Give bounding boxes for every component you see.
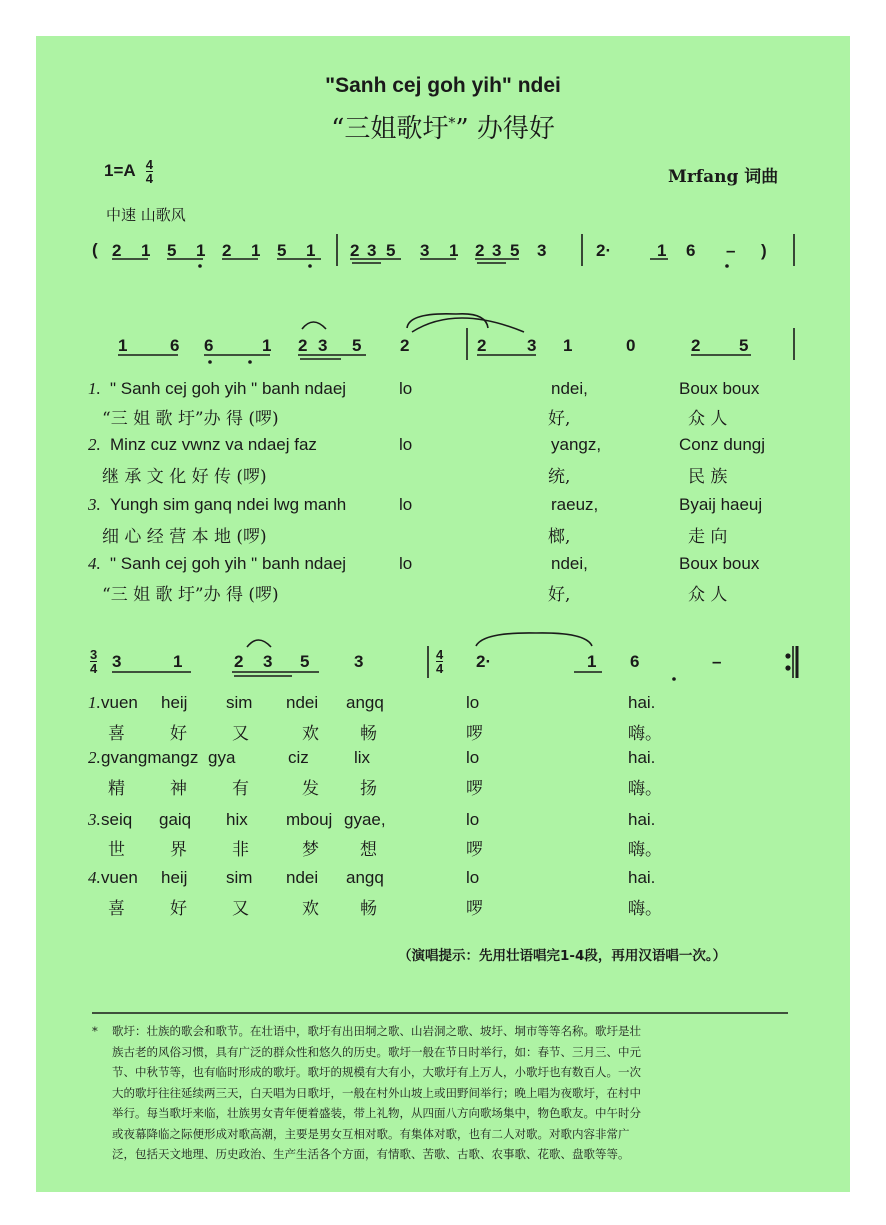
- intro-open-paren: (: [92, 240, 98, 259]
- composer-credit: Mrfang 词曲: [668, 167, 779, 187]
- lyric-latin: Byaij haeuj: [679, 495, 763, 514]
- intro-note: 2: [350, 241, 360, 260]
- octave-dot: [725, 264, 729, 268]
- octave-dot: [248, 360, 252, 364]
- notation-lines: [36, 36, 850, 1192]
- lyric-latin: lix: [354, 748, 371, 767]
- melody-note: 5: [352, 336, 362, 355]
- slur: [476, 633, 592, 646]
- melody-note: 2: [691, 336, 701, 355]
- lyric-chinese: 啰: [466, 779, 483, 799]
- lyric-chinese: 畅: [360, 724, 377, 744]
- footnote-line: 节、中秋节等，也有临时形成的歌圩。歌圩的规模有大有小，大歌圩有上万人，小歌圩也有数百人。一次: [112, 1065, 641, 1079]
- melody-note: 0: [626, 336, 636, 355]
- lyric-latin: hai.: [628, 810, 656, 829]
- lyric-chinese: 扬: [360, 779, 377, 799]
- lyric-chinese: 走 向: [688, 527, 728, 547]
- intro-note: 3: [367, 241, 377, 260]
- verse-number: 4.: [88, 868, 101, 887]
- lyric-chinese: 啰: [466, 840, 483, 860]
- octave-dot: [198, 264, 202, 268]
- ts44-den: 4: [436, 661, 444, 676]
- lyric-latin: Conz dungj: [679, 435, 766, 454]
- lyric-chinese: 众 人: [688, 409, 728, 429]
- melody-note: 3: [112, 652, 122, 671]
- lyric-latin: lo: [466, 868, 480, 887]
- intro-note: 3: [537, 241, 547, 260]
- lyric-latin: ndei,: [551, 554, 588, 573]
- lyric-latin: angq: [346, 868, 384, 887]
- lyric-latin: " Sanh cej goh yih " banh ndaej: [110, 379, 347, 398]
- melody-note: 5: [739, 336, 749, 355]
- tempo-marking: 中速 山歌风: [106, 206, 186, 224]
- lyric-chinese: 继 承 文 化 好 传 (啰): [102, 467, 267, 487]
- intro-note: 6: [686, 241, 696, 260]
- intro-note: 3: [492, 241, 502, 260]
- lyric-latin: hai.: [628, 748, 656, 767]
- intro-note: 1: [196, 241, 206, 260]
- melody-note: 1: [173, 652, 183, 671]
- lyric-latin: hai.: [628, 693, 656, 712]
- key-label: 1=A: [104, 160, 136, 180]
- melody-note: 3: [318, 336, 328, 355]
- melody-note: 6: [630, 652, 640, 671]
- lyric-latin: hai.: [628, 868, 656, 887]
- intro-note: 1: [251, 241, 261, 260]
- footnote-line: 泛，包括天文地理、历史政治、生产生活各个方面，有情歌、苦歌、古歌、农事歌、花歌、盘歌等等。: [112, 1147, 630, 1161]
- lyric-latin: hix: [226, 810, 248, 829]
- footnote-line: 歌圩：壮族的歌会和歌节。在壮语中，歌圩有出田垌之歌、山岩洞之歌、坡圩、垌市等等名称。歌圩是壮: [112, 1024, 641, 1038]
- lyric-latin: lo: [399, 554, 413, 573]
- lyric-latin: heij: [161, 868, 188, 887]
- lyric-chinese: 统,: [548, 467, 571, 487]
- intro-note: 1: [306, 241, 316, 260]
- lyric-chinese: 众 人: [688, 585, 728, 605]
- melody-note: 3: [354, 652, 364, 671]
- tie: [407, 314, 488, 328]
- lyric-latin: mbouj: [286, 810, 333, 829]
- ts34-den: 4: [90, 661, 98, 676]
- lyric-chinese: 嗨。: [628, 779, 662, 799]
- lyric-chinese: 榔,: [548, 527, 571, 547]
- lyric-latin: " Sanh cej goh yih " banh ndaej: [110, 554, 347, 573]
- intro-note: 5: [386, 241, 396, 260]
- melody-note: 3: [527, 336, 537, 355]
- time-num: 4: [145, 157, 153, 172]
- intro-note: 3: [420, 241, 430, 260]
- melody-note: 1: [262, 336, 272, 355]
- lyric-chinese: 喜: [108, 724, 125, 744]
- lyric-latin: ndei,: [551, 379, 588, 398]
- melody-note: 5: [300, 652, 310, 671]
- title-chinese-head: “三姐歌圩: [331, 114, 449, 144]
- verse-number: 2.: [88, 435, 101, 454]
- melody-note: 2: [234, 652, 244, 671]
- lyric-chinese: 好,: [548, 585, 571, 605]
- lyric-chinese: 畅: [360, 899, 377, 919]
- intro-note: –: [726, 241, 736, 260]
- footnote-line: 大的歌圩往往延续两三天，白天唱为日歌圩，一般在村外山坡上或田野间举行；晚上唱为夜歌圩，在村中: [112, 1085, 641, 1100]
- intro-note: 1: [449, 241, 459, 260]
- slur: [247, 640, 271, 647]
- melody-note: 2: [298, 336, 308, 355]
- melody-note: 1: [563, 336, 573, 355]
- lyric-latin: seiq: [101, 810, 133, 829]
- intro-note: 2·: [596, 241, 612, 260]
- melody-note: –: [712, 652, 722, 671]
- octave-dot: [308, 264, 312, 268]
- slur: [412, 318, 524, 332]
- lyric-chinese: 好,: [548, 409, 571, 429]
- lyric-latin: ndei: [286, 868, 319, 887]
- lyric-chinese: 想: [360, 840, 377, 860]
- music-sheet: [36, 36, 850, 1192]
- lyric-latin: lo: [466, 693, 480, 712]
- title-footnote-star: *: [448, 115, 456, 132]
- lyric-latin: vuen: [101, 868, 138, 887]
- lyric-chinese: 喜: [108, 899, 125, 919]
- lyric-chinese: 嗨。: [628, 840, 662, 860]
- lyric-latin: Boux boux: [679, 554, 760, 573]
- title-chinese-tail: ” 办得好: [455, 114, 555, 144]
- lyric-chinese: 啰: [466, 899, 483, 919]
- lyric-latin: angq: [346, 693, 384, 712]
- lyric-chinese: 又: [232, 899, 249, 919]
- melody-note: 6: [204, 336, 214, 355]
- lyric-latin: ndei: [286, 693, 319, 712]
- lyric-latin: ciz: [288, 748, 309, 767]
- lyric-latin: gya: [208, 748, 236, 767]
- lyric-chinese: “三 姐 歌 圩”办 得 (啰): [102, 409, 279, 429]
- lyric-chinese: 界: [170, 840, 187, 860]
- lyric-chinese: 有: [232, 779, 249, 799]
- verse-number: 3.: [88, 495, 101, 514]
- lyric-chinese: 欢: [302, 724, 319, 744]
- lyric-chinese: 世: [108, 840, 125, 860]
- melody-note: 6: [170, 336, 180, 355]
- intro-note: 2: [475, 241, 485, 260]
- intro-note: 5: [277, 241, 287, 260]
- lyric-latin: yangz,: [551, 435, 602, 454]
- song-title-latin: "Sanh cej goh yih" ndei: [325, 74, 561, 97]
- ts34-num: 3: [90, 647, 98, 662]
- lyric-chinese: 又: [232, 724, 249, 744]
- lyric-chinese: 神: [170, 779, 187, 799]
- time-den: 4: [145, 171, 153, 186]
- lyric-latin: gyae,: [344, 810, 386, 829]
- octave-dot: [208, 360, 212, 364]
- lyric-latin: Yungh sim ganq ndei lwg manh: [110, 495, 347, 514]
- lyric-latin: lo: [399, 495, 413, 514]
- lyric-chinese: 发: [302, 779, 319, 799]
- intro-note: ): [761, 241, 767, 260]
- lyric-latin: Boux boux: [679, 379, 760, 398]
- lyric-chinese: 嗨。: [628, 899, 662, 919]
- footnote-mark: *: [92, 1024, 98, 1038]
- lyric-chinese: 非: [232, 840, 249, 860]
- lyric-chinese: 好: [170, 724, 187, 744]
- repeat-dot: [786, 654, 790, 658]
- verse-number: 2.: [88, 748, 101, 767]
- performance-hint: （演唱提示：先用壮语唱完1-4段，再用汉语唱一次。）: [398, 948, 727, 964]
- intro-note: 1: [141, 241, 151, 260]
- repeat-dot: [786, 666, 790, 670]
- lyric-latin: raeuz,: [551, 495, 599, 514]
- intro-note: 2: [112, 241, 122, 260]
- lyric-latin: lo: [399, 435, 413, 454]
- melody-note: 1: [587, 652, 597, 671]
- lyric-latin: lo: [466, 810, 480, 829]
- lyric-chinese: 细 心 经 营 本 地 (啰): [102, 527, 267, 547]
- lyric-latin: Minz cuz vwnz va ndaej faz: [110, 435, 317, 454]
- lyric-chinese: 好: [170, 899, 187, 919]
- lyric-latin: sim: [226, 693, 253, 712]
- melody-note: 3: [263, 652, 273, 671]
- lyric-latin: vuen: [101, 693, 138, 712]
- lyric-latin: gvangmangz: [101, 748, 199, 767]
- lyric-latin: sim: [226, 868, 253, 887]
- footnote-line: 举行。每当歌圩来临，壮族男女青年便着盛装，带上礼物，从四面八方向歌场集中，物色歌友。中午时分: [112, 1106, 641, 1120]
- lyric-chinese: 精: [108, 779, 125, 799]
- lyric-latin: lo: [466, 748, 480, 767]
- lyric-chinese: 啰: [466, 724, 483, 744]
- lyric-chinese: “三 姐 歌 圩”办 得 (啰): [102, 585, 279, 605]
- melody-note: 2: [477, 336, 487, 355]
- lyric-latin: gaiq: [159, 810, 192, 829]
- ts44-num: 4: [436, 647, 444, 662]
- footnote-line: 或夜幕降临之际便形成对歌高潮，主要是男女互相对歌。有集体对歌，也有二人对歌。对歌内容非常广: [112, 1126, 630, 1141]
- verse-number: 1.: [88, 379, 101, 398]
- octave-dot: [672, 677, 676, 681]
- lyric-chinese: 欢: [302, 899, 319, 919]
- intro-note: 5: [510, 241, 520, 260]
- lyric-chinese: 民 族: [688, 467, 728, 487]
- lyric-latin: lo: [399, 379, 413, 398]
- intro-note: 2: [222, 241, 232, 260]
- melody-note: 2: [400, 336, 410, 355]
- verse-number: 1.: [88, 693, 101, 712]
- melody-note: 1: [118, 336, 128, 355]
- verse-number: 4.: [88, 554, 101, 573]
- intro-note: 1: [657, 241, 667, 260]
- slur: [302, 322, 326, 329]
- footnote-line: 族古老的风俗习惯，具有广泛的群众性和悠久的历史。歌圩一般在节日时举行，如：春节、三月三、中元: [112, 1044, 641, 1059]
- verse-number: 3.: [88, 810, 101, 829]
- lyric-chinese: 梦: [302, 840, 319, 860]
- lyric-latin: heij: [161, 693, 188, 712]
- melody-note: 2·: [476, 652, 492, 671]
- intro-note: 5: [167, 241, 177, 260]
- lyric-chinese: 嗨。: [628, 724, 662, 744]
